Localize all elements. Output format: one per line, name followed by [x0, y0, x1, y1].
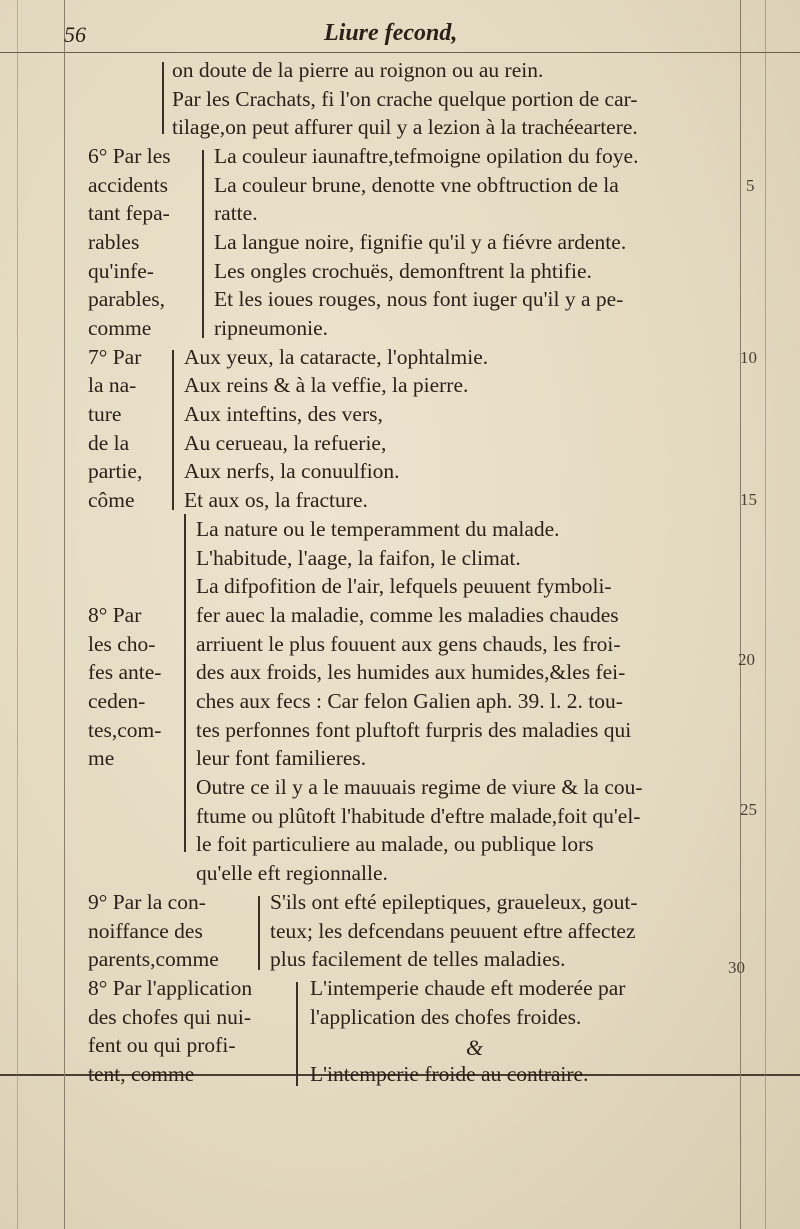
section6-left: tant fepa- — [88, 201, 170, 225]
section9-left: parents,comme — [88, 947, 219, 971]
page-header — [64, 20, 754, 52]
section8-right: L'habitude, l'aage, la faifon, le climat. — [196, 546, 521, 570]
section7-left: partie, — [88, 459, 143, 483]
section8-left: me — [88, 746, 115, 770]
margin-number: 20 — [738, 650, 755, 669]
section8-right: des aux froids, les humides aux humides,&les fei- — [196, 660, 626, 684]
top-bracket-bar — [162, 62, 164, 134]
section8-left: fes ante- — [88, 660, 162, 684]
section7-left: 7° Par — [88, 345, 142, 369]
section8-right: Outre ce il y a le mauuais regime de viure & la cou- — [196, 775, 643, 799]
section6-left: 6° Par les — [88, 144, 171, 168]
section8-brace — [184, 514, 186, 852]
section8b-right: L'intemperie froide au contraire. — [310, 1062, 589, 1086]
section8-left: 8° Par — [88, 603, 142, 627]
section8b-left: des chofes qui nui- — [88, 1005, 252, 1029]
section9-brace — [258, 896, 260, 970]
margin-number: 15 — [740, 490, 757, 509]
section8b-left: fent ou qui profi- — [88, 1033, 236, 1057]
section8-right: tes perfonnes font pluftoft furpris des maladies qui — [196, 718, 632, 742]
section6-left: accidents — [88, 173, 168, 197]
inner-left-rule — [17, 0, 18, 1229]
margin-number: 25 — [740, 800, 757, 819]
section6-right: ripneumonie. — [214, 316, 329, 340]
section7-left: côme — [88, 488, 135, 512]
section9-right: plus facilement de telles maladies. — [270, 947, 566, 971]
section8-right: fer auec la maladie, comme les maladies chaudes — [196, 603, 619, 627]
section8-left: tes,com- — [88, 718, 162, 742]
section6-left: qu'infe- — [88, 259, 154, 283]
section6-right: Les ongles crochuës, demonftrent la phtifie. — [214, 259, 592, 283]
section8-right: qu'elle eft regionnalle. — [196, 861, 388, 885]
section7-right: Aux nerfs, la conuulfion. — [184, 459, 400, 483]
section7-right: Aux inteftins, des vers, — [184, 402, 383, 426]
section8b-left: tent, comme — [88, 1062, 195, 1086]
section8-right: le foit particuliere au malade, ou publique lors — [196, 832, 594, 856]
margin-number: 5 — [746, 176, 755, 195]
right-rule — [740, 0, 741, 1229]
section7-right: Au cerueau, la refuerie, — [184, 431, 387, 455]
section9-left: 9° Par la con- — [88, 890, 206, 914]
section8-right: La nature ou le temperamment du malade. — [196, 517, 560, 541]
section6-left: parables, — [88, 287, 166, 311]
section7-left: ture — [88, 402, 122, 426]
text-line: Par les Crachats, fi l'on crache quelque portion de car- — [172, 87, 638, 111]
section8b-right: l'application des chofes froides. — [310, 1005, 582, 1029]
top-rule — [0, 52, 800, 53]
page-number: 56 — [64, 22, 86, 47]
section9-right: S'ils ont efté epileptiques, graueleux, gout- — [270, 890, 638, 914]
section6-right: Et les ioues rouges, nous font iuger qu'il y a pe- — [214, 287, 624, 311]
section6-left: rables — [88, 230, 140, 254]
section7-right: Aux yeux, la cataracte, l'ophtalmie. — [184, 345, 489, 369]
section6-right: La couleur brune, denotte vne obftruction de la — [214, 173, 619, 197]
section8-right: La difpofition de l'air, lefquels peuuent fymboli- — [196, 574, 612, 598]
ampersand-ornament: & — [466, 1035, 484, 1060]
section8-left: ceden- — [88, 689, 146, 713]
section7-brace — [172, 350, 174, 510]
margin-number: 10 — [740, 348, 757, 367]
text-line: tilage,on peut affurer quil y a lezion à la trachéeartere. — [172, 115, 638, 139]
section6-right: ratte. — [214, 201, 258, 225]
left-rule — [64, 0, 65, 1229]
section6-right: La couleur iaunaftre,tefmoigne opilation du foye. — [214, 144, 639, 168]
section8-left: les cho- — [88, 632, 156, 656]
text-line: on doute de la pierre au roignon ou au rein. — [172, 58, 544, 82]
section8b-brace — [296, 982, 298, 1086]
section8-right: arriuent le plus fouuent aux gens chauds, les froi- — [196, 632, 621, 656]
section8b-right: L'intemperie chaude eft moderée par — [310, 976, 626, 1000]
section8b-left: 8° Par l'application — [88, 976, 253, 1000]
running-title: Liure fecond, — [324, 20, 458, 46]
outer-right-rule — [765, 0, 766, 1229]
section8-right: leur font familieres. — [196, 746, 367, 770]
section8-right: ftume ou plûtoft l'habitude d'eftre malade,foit qu'el- — [196, 804, 641, 828]
section7-right: Aux reins & à la veffie, la pierre. — [184, 373, 469, 397]
section9-right: teux; les defcendans peuuent eftre affectez — [270, 919, 636, 943]
section8-right: ches aux fecs : Car felon Galien aph. 39. l. 2. tou- — [196, 689, 623, 713]
section7-left: la na- — [88, 373, 137, 397]
section6-left: comme — [88, 316, 152, 340]
section6-brace — [202, 150, 204, 338]
section7-right: Et aux os, la fracture. — [184, 488, 368, 512]
section9-left: noiffance des — [88, 919, 203, 943]
section6-right: La langue noire, fignifie qu'il y a fiévre ardente. — [214, 230, 627, 254]
margin-number: 30 — [728, 958, 745, 977]
section7-left: de la — [88, 431, 130, 455]
